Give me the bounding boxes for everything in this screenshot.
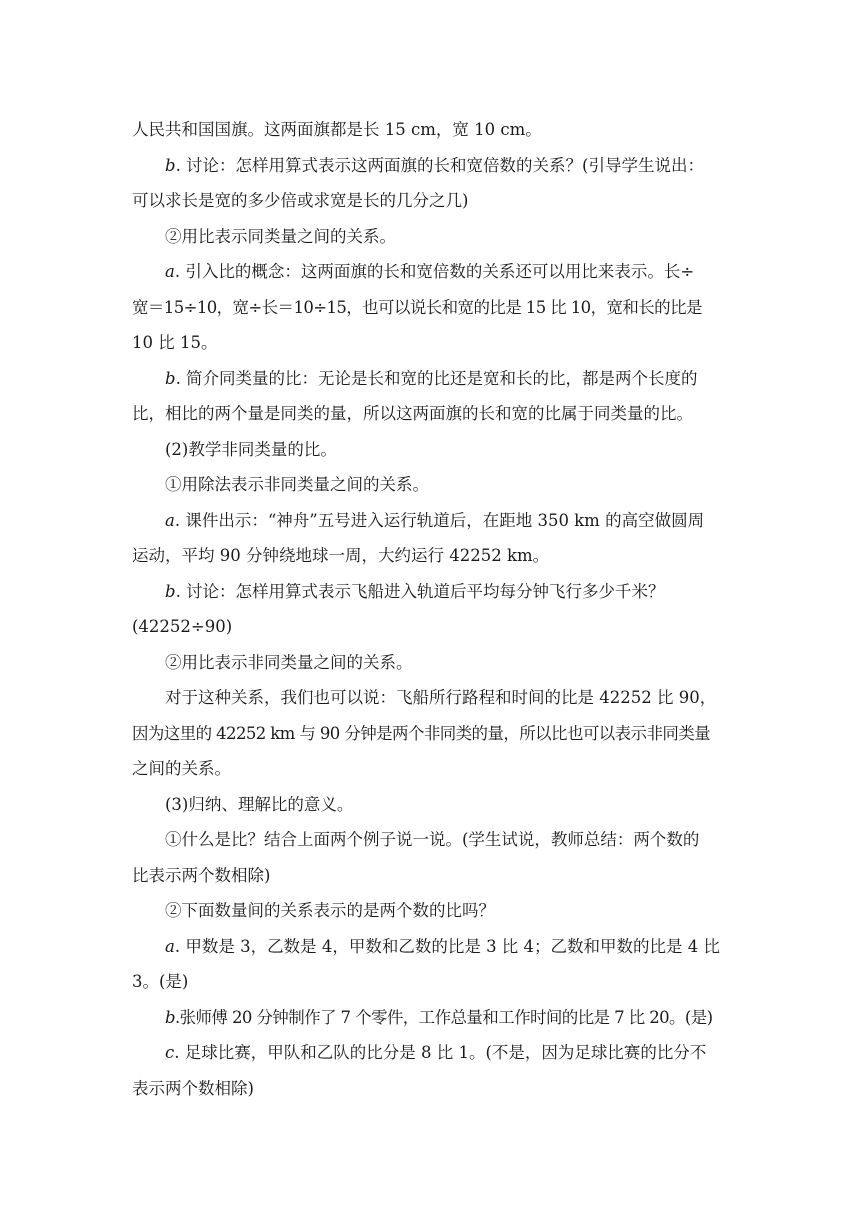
line-text: 表示两个数相除)	[132, 1078, 254, 1098]
text-line	[132, 893, 732, 929]
item-label: a	[165, 936, 175, 956]
text-line	[132, 1000, 732, 1036]
item-label: c	[165, 1043, 175, 1062]
text-line	[132, 503, 732, 539]
line-text: 因为这里的 42252 km 与 90 分钟是两个非同类的量，所以比也可以表示非同类量	[132, 723, 711, 743]
line-text: . 甲数是 3，乙数是 4，甲数和乙数的比是 3 比 4；乙数和甲数的比是 4 比	[174, 936, 721, 956]
line-text: 3。(是)	[132, 972, 189, 991]
line-text: . 讨论：怎样用算式表示这两面旗的长和宽倍数的关系？(引导学生说出：	[175, 155, 704, 175]
text-line	[132, 254, 732, 290]
text-line	[132, 680, 732, 716]
text-line	[132, 751, 732, 787]
line-text: 之间的关系。	[132, 759, 231, 778]
line-text: 对于这种关系，我们也可以说：飞船所行路程和时间的比是 42252 比 90，	[165, 688, 717, 707]
line-text: . 讨论：怎样用算式表示飞船进入轨道后平均每分钟飞行多少千米？	[175, 581, 665, 601]
line-text: 比，相比的两个量是同类的量，所以这两面旗的长和宽的比属于同类量的比。	[132, 404, 693, 423]
text-line	[132, 787, 732, 823]
text-line	[132, 1071, 732, 1107]
text-line	[132, 574, 732, 610]
line-text: .张师傅 20 分钟制作了 7 个零件，工作总量和工作时间的比是 7 比 20。(是)	[174, 1007, 713, 1027]
line-text: 10 比 15。	[132, 333, 218, 352]
text-line	[132, 645, 732, 681]
text-line	[132, 467, 732, 503]
line-text: . 足球比赛，甲队和乙队的比分是 8 比 1。(不是，因为足球比赛的比分不	[174, 1043, 707, 1062]
text-line	[132, 964, 732, 1000]
text-line	[132, 183, 732, 219]
line-text: ①用除法表示非同类量之间的关系。	[165, 475, 429, 494]
line-text: 比表示两个数相除)	[132, 865, 271, 885]
item-label: b	[165, 368, 176, 388]
line-text: 人民共和国国旗。这两面旗都是长 15 cm，宽 10 cm。	[132, 120, 542, 139]
line-text: ②下面数量间的关系表示的是两个数的比吗？	[165, 901, 495, 920]
line-text: ②用比表示非同类量之间的关系。	[165, 652, 413, 672]
line-text: . 课件出示：“神舟”五号进入运行轨道后，在距地 350 km 的高空做圆周	[174, 510, 705, 530]
text-line	[132, 929, 732, 965]
document-page	[132, 112, 732, 1106]
text-line	[132, 822, 732, 858]
line-text: 宽＝15÷10，宽÷长＝10÷15，也可以说长和宽的比是 15 比 10，宽和长的比是	[132, 297, 702, 317]
text-line	[132, 290, 732, 326]
line-text: 可以求长是宽的多少倍或求宽是长的几分之几)	[132, 191, 469, 210]
line-text: (2)教学非同类量的比。	[165, 439, 337, 459]
line-text: (42252÷90)	[132, 617, 233, 636]
item-label: a	[165, 510, 175, 530]
item-label: b	[165, 581, 176, 601]
text-line	[132, 716, 732, 752]
text-line	[132, 432, 732, 468]
text-line	[132, 396, 732, 432]
item-label: a	[165, 262, 175, 281]
item-label: b	[165, 1007, 175, 1027]
line-text: . 简介同类量的比：无论是长和宽的比还是宽和长的比，都是两个长度的	[175, 368, 698, 388]
line-text: (3)归纳、理解比的意义。	[165, 794, 354, 814]
line-text: . 引入比的概念：这两面旗的长和宽倍数的关系还可以用比来表示。长÷	[174, 262, 695, 281]
text-line	[132, 148, 732, 184]
text-line	[132, 1035, 732, 1071]
line-text: 运动，平均 90 分钟绕地球一周，大约运行 42252 km。	[132, 546, 550, 565]
text-line	[132, 858, 732, 894]
text-line	[132, 609, 732, 645]
text-line	[132, 361, 732, 397]
text-line	[132, 538, 732, 574]
text-line	[132, 325, 732, 361]
line-text: ①什么是比？结合上面两个例子说一说。(学生试说，教师总结：两个数的	[165, 830, 700, 849]
text-line	[132, 219, 732, 255]
text-line	[132, 112, 732, 148]
item-label: b	[165, 155, 176, 175]
line-text: ②用比表示同类量之间的关系。	[165, 226, 396, 246]
